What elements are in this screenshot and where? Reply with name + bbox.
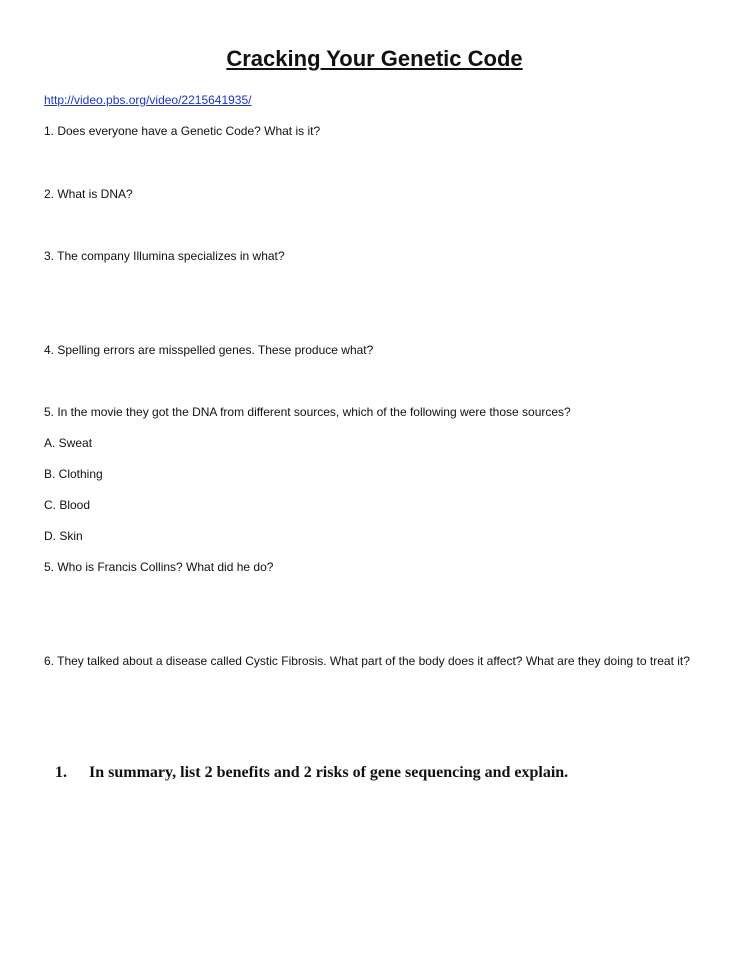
question-2: 2. What is DNA?	[44, 187, 133, 201]
page-title: Cracking Your Genetic Code	[226, 46, 523, 71]
option-a: A. Sweat	[44, 436, 93, 450]
question-1: 1. Does everyone have a Genetic Code? What is it?	[44, 124, 321, 138]
summary-question	[55, 763, 568, 783]
question-3: 3. The company Illumina specializes in what?	[44, 249, 285, 263]
option-d: D. Skin	[44, 529, 83, 543]
video-link[interactable]: http://video.pbs.org/video/2215641935/	[44, 93, 252, 107]
question-5b: 5. Who is Francis Collins? What did he do?	[44, 560, 274, 574]
question-5: 5. In the movie they got the DNA from different sources, which of the following were those sources?	[44, 405, 571, 419]
summary-text: In summary, list 2 benefits and 2 risks of gene sequencing and explain.	[89, 764, 569, 781]
question-4: 4. Spelling errors are misspelled genes. These produce what?	[44, 343, 374, 357]
summary-number: 1.	[55, 764, 67, 781]
option-b: B. Clothing	[44, 467, 103, 481]
option-c: C. Blood	[44, 498, 91, 512]
question-6: 6. They talked about a disease called Cystic Fibrosis. What part of the body does it affect? What are they doing to treat it?	[44, 654, 690, 668]
